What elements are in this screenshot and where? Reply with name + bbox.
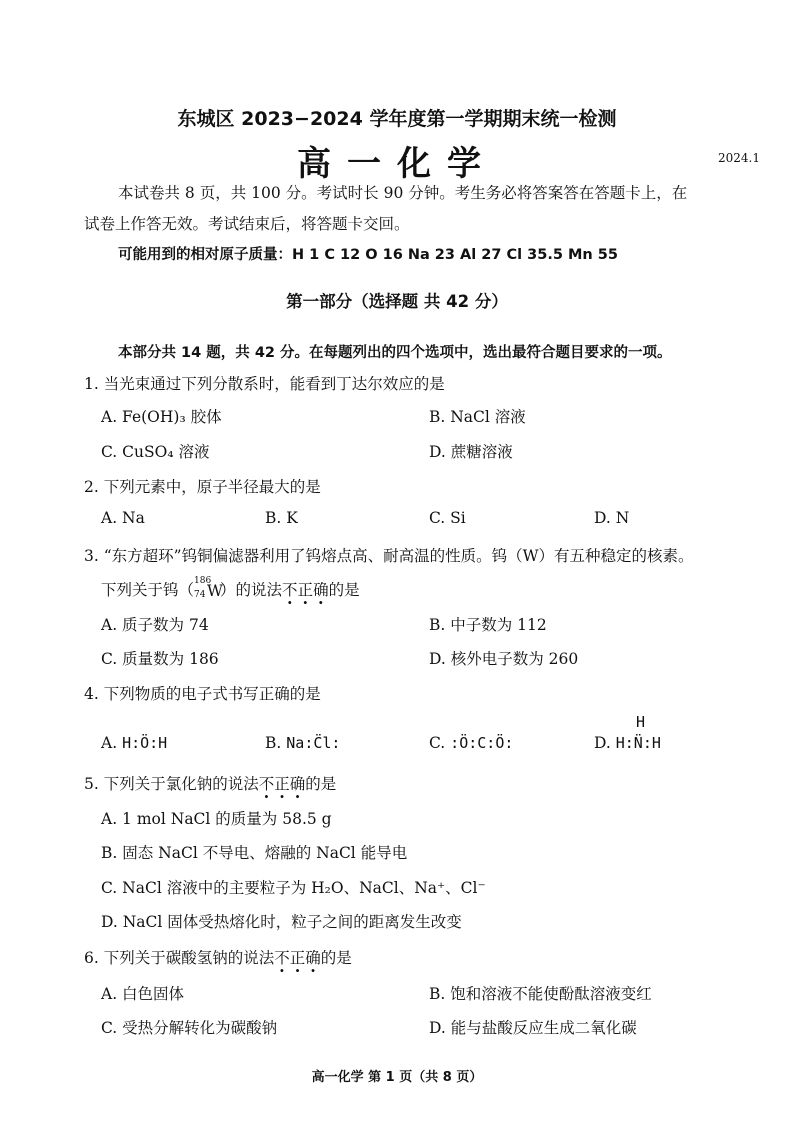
question-3-stem-line-1: 3. “东方超环”钨铜偏滤器利用了钨熔点高、耐高温的性质。钨（W）有五种稳定的核素。 [84, 547, 694, 565]
page-footer: 高一化学 第 1 页（共 8 页） [311, 1070, 483, 1085]
question-6-stem [84, 946, 352, 968]
section-heading: 第一部分（选择题 共 42 分） [286, 292, 508, 311]
intro-line-1: 本试卷共 8 页，共 100 分。考试时长 90 分钟。考生务必将答案答在答题卡上，在 [118, 184, 688, 202]
question-5-option-d: D. NaCl 固体受热熔化时，粒子之间的距离发生改变 [101, 913, 462, 931]
option-c-label: C. [429, 734, 446, 752]
question-5-stem-suffix: 的是 [305, 775, 337, 793]
question-2-stem: 2. 下列元素中，原子半径最大的是 [84, 478, 321, 496]
emphasis-char-2: 正 [289, 949, 306, 967]
question-1-option-d: D. 蔗糖溶液 [429, 443, 513, 461]
question-5-option-a: A. 1 mol NaCl 的质量为 58.5 g [101, 810, 332, 828]
question-3-option-a: A. 质子数为 74 [101, 616, 209, 634]
question-5-stem [84, 772, 336, 794]
question-6-option-d: D. 能与盐酸反应生成二氧化碳 [429, 1019, 637, 1037]
exam-date: 2024.1 [718, 151, 760, 165]
question-4-option-b [265, 734, 340, 752]
question-3-stem-line-2 [101, 578, 360, 600]
question-4-option-c [429, 734, 513, 752]
lewis-top-hydrogen: H [636, 713, 646, 731]
question-3-option-c: C. 质量数为 186 [101, 650, 219, 668]
isotope-atomic-number: 74 [194, 590, 206, 600]
emphasis-char-3: 确 [289, 775, 306, 793]
lewis-formula-nacl: Na:C̈l: [286, 734, 341, 752]
question-3-stem-middle: ）的说法 [220, 581, 283, 599]
question-3-option-d: D. 核外电子数为 260 [429, 650, 579, 668]
exam-title: 东城区 2023−2024 学年度第一学期期末统一检测 [177, 108, 617, 130]
question-3-option-b: B. 中子数为 112 [429, 616, 547, 634]
question-5-option-b: B. 固态 NaCl 不导电、熔融的 NaCl 能导电 [101, 844, 408, 862]
question-1-option-a: A. Fe(OH)₃ 胶体 [101, 408, 222, 426]
question-1-stem: 1. 当光束通过下列分散系时，能看到丁达尔效应的是 [84, 375, 445, 393]
emphasis-char-2: 正 [274, 775, 290, 793]
question-4-stem: 4. 下列物质的电子式书写正确的是 [84, 685, 321, 703]
question-4-option-d [594, 734, 661, 752]
question-3-stem-prefix: 下列关于钨（ [101, 581, 195, 599]
question-6-option-b: B. 饱和溶液不能使酚酞溶液变红 [429, 985, 652, 1003]
subject-title: 高一化学 [297, 144, 497, 184]
section-instruction: 本部分共 14 题，共 42 分。在每题列出的四个选项中，选出最符合题目要求的一项。 [118, 345, 672, 361]
option-a-label: A. [101, 734, 118, 752]
atomic-masses: 可能用到的相对原子质量：H 1 C 12 O 16 Na 23 Al 27 Cl 35.5 Mn 55 [118, 247, 618, 263]
isotope-notation [194, 576, 223, 600]
question-1-option-c: C. CuSO₄ 溶液 [101, 443, 210, 461]
option-b-label: B. [265, 734, 282, 752]
emphasis-char-3: 确 [305, 949, 321, 967]
question-2-option-d: D. N [594, 509, 630, 527]
question-2-option-a: A. Na [101, 509, 145, 527]
emphasis-char-3: 确 [313, 581, 329, 599]
question-2-option-c: C. Si [429, 509, 466, 527]
emphasis-char-1: 不 [282, 581, 298, 599]
emphasis-char-2: 正 [297, 581, 314, 599]
question-4-option-a [101, 734, 167, 752]
isotope-mass-number: 186 [194, 576, 212, 586]
question-5-option-c: C. NaCl 溶液中的主要粒子为 H₂O、NaCl、Na⁺、Cl⁻ [101, 879, 486, 897]
option-d-label: D. [594, 734, 611, 752]
question-3-stem-suffix: 的是 [328, 581, 360, 599]
question-6-stem-prefix: 6. 下列关于碳酸氢钠的说法 [84, 949, 275, 967]
emphasis-char-1: 不 [274, 949, 290, 967]
question-5-stem-prefix: 5. 下列关于氯化钠的说法 [84, 775, 259, 793]
question-1-option-b: B. NaCl 溶液 [429, 408, 526, 426]
emphasis-char-1: 不 [258, 775, 275, 793]
intro-line-2: 试卷上作答无效。考试结束后，将答题卡交回。 [84, 215, 410, 233]
isotope-symbol: W [207, 582, 223, 600]
lewis-formula-co2: :Ö:C:Ö: [450, 734, 514, 752]
question-6-option-a: A. 白色固体 [101, 985, 185, 1003]
question-2-option-b: B. K [265, 509, 298, 527]
lewis-formula-nh3: H:N̈:H [615, 734, 661, 752]
question-6-option-c: C. 受热分解转化为碳酸钠 [101, 1019, 278, 1037]
question-6-stem-suffix: 的是 [320, 949, 352, 967]
lewis-formula-water: H:Ö:H [122, 734, 168, 752]
